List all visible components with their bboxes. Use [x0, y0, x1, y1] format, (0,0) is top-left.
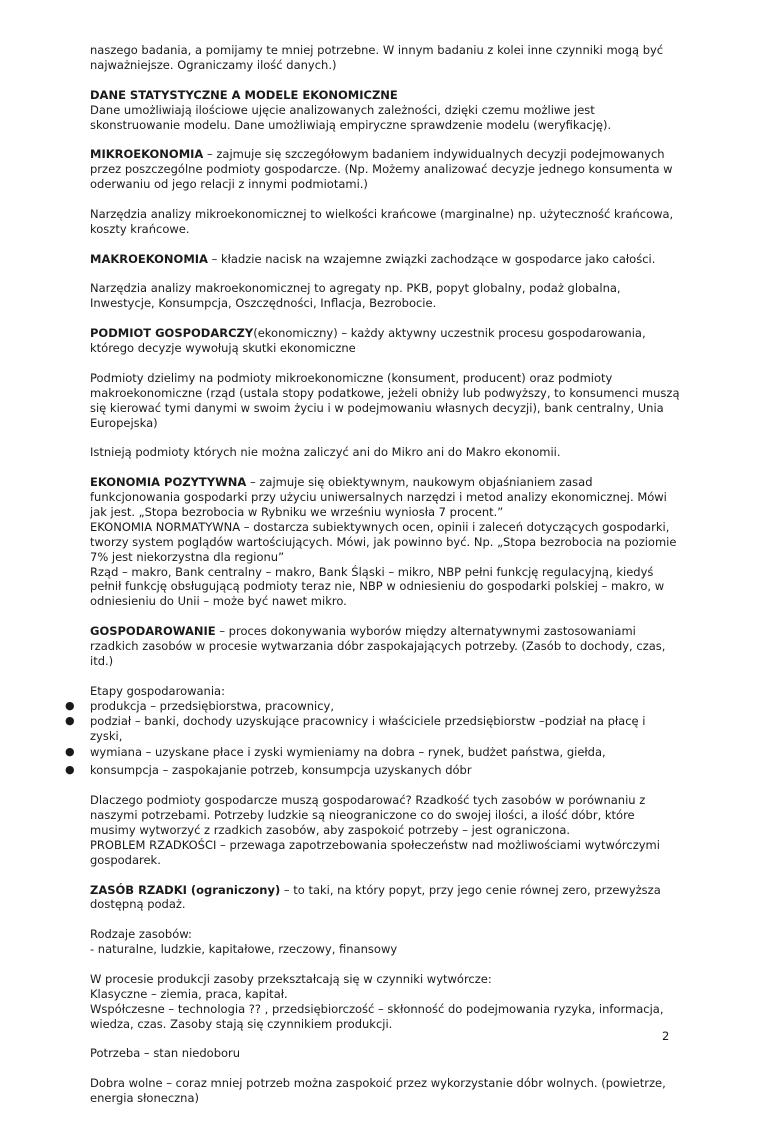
- paragraph: Istnieją podmioty których nie można zaliczyć ani do Mikro ani do Makro ekonomii.: [90, 445, 561, 460]
- paragraph: Rząd – makro, Bank centralny – makro, Bank Śląski – mikro, NBP pełni funkcję regulacyjną, kiedyś pełnił funkcję obsługującą podmioty teraz nie, NBP w odniesieniu do gospodarki polskiej – makro, w odniesieniu do Unii – może być nawet mikro.: [90, 564, 665, 609]
- definition-ekonomia-normatywna: EKONOMIA NORMATYWNA – dostarcza subiektywnych ocen, opinii i zaleceń dotyczących gospodarki, tworzy system poglądów wartościujących. Mówi, jak powinno być. Np. „Stopa bezrobocia na poziomie 7% jest niekorzystna dla regionu”: [90, 519, 677, 564]
- section-czynniki-wytworcze: [90, 972, 680, 1032]
- definition-podmiot-gospodarczy: [90, 326, 680, 356]
- paragraph: Narzędzia analizy makroekonomicznej to agregaty np. PKB, popyt globalny, podaż globalna, Inwestycje, Konsumpcja, Oszczędności, Inflacja, Bezrobocie.: [90, 281, 621, 311]
- section-rodzaje-zasobow: [90, 927, 680, 957]
- paragraph: - naturalne, ludzkie, kapitałowe, rzeczowy, finansowy: [90, 942, 398, 957]
- definition-text: – kładzie nacisk na wzajemne związki zachodzące w gospodarce jako całości.: [207, 251, 656, 266]
- definition-text: – to taki, na który popyt, przy jego cenie równej zero, przewyższa dostępną podaż.: [90, 882, 661, 912]
- paragraph-intro-continued: naszego badania, a pomijamy te mniej potrzebne. W innym badaniu z kolei inne czynniki mogą być najważniejsze. Ograniczamy ilość danych.): [90, 43, 664, 72]
- definition-zasob-rzadki: [90, 883, 680, 913]
- definition-text: – zajmuje się obiektywnym, naukowym objaśnianiem zasad funkcjonowania gospodarki przy użyciu uniwersalnych narzędzi i metod analizy ekonomicznej. Mówi jak jest. „Stopa bezrobocia w Rybniku we wrześniu wyniosła 7 procent.”: [90, 475, 667, 519]
- list-item: ● podział – banki, dochody uzyskujące pracownicy i właściciele przedsiębiorstw –podział na płacę i zyski,: [65, 713, 646, 743]
- term: EKONOMIA POZYTYWNA: [90, 475, 247, 490]
- paragraph-potrzeba: Potrzeba – stan niedoboru: [90, 1046, 241, 1061]
- bullet-icon: ●: [65, 763, 75, 777]
- term: PODMIOT GOSPODARCZY: [90, 326, 254, 341]
- term: GOSPODAROWANIE: [90, 624, 216, 639]
- paragraph: Podmioty dzielimy na podmioty mikroekonomiczne (konsument, producent) oraz podmioty makroekonomiczne (rząd (ustala stopy podatkowe, jeżeli obniży lub podwyższy, to konsumenci muszą się kierować tymi danymi w swoim życiu i w podejmowaniu własnych decyzji), bank centralny, Unia Europejska): [90, 370, 680, 430]
- section-dane-statystyczne: [90, 88, 680, 133]
- section-dlaczego: [90, 793, 680, 868]
- list-item: ● konsumpcja – zaspokajanie potrzeb, konsumpcja uzyskanych dóbr: [65, 763, 472, 778]
- list-item: ● produkcja – przedsiębiorstwa, pracownicy,: [65, 698, 335, 713]
- definition-text: (ekonomiczny) – każdy aktywny uczestnik procesu gospodarowania, którego decyzje wywołują skutki ekonomiczne: [90, 326, 646, 356]
- definition-makroekonomia: [90, 252, 680, 267]
- definition-gospodarowanie: [90, 624, 680, 669]
- term: ZASÓB RZADKI (ograniczony): [90, 882, 281, 897]
- term: MIKROEKONOMIA: [90, 147, 204, 162]
- section-heading: DANE STATYSTYCZNE A MODELE EKONOMICZNE: [90, 87, 398, 102]
- paragraph: Dane umożliwiają ilościowe ujęcie analizowanych zależności, dzięki czemu możliwe jest skonstruowanie modelu. Dane umożliwiają empiryczne sprawdzenie modelu (weryfikację).: [90, 102, 612, 132]
- paragraph: Dlaczego podmioty gospodarcze muszą gospodarować? Rzadkość tych zasobów w porównaniu z naszymi potrzebami. Potrzeby ludzkie są nieograniczone co do swojej ilości, a ilość dóbr, które musimy wytworzyć z rzadkich zasobów, aby zaspokoić potrzeby – jest ograniczona.: [90, 793, 646, 837]
- list-label: Etapy gospodarowania:: [90, 683, 225, 698]
- paragraph: Narzędzia analizy mikroekonomicznej to wielkości krańcowe (marginalne) np. użyteczność krańcowa, koszty krańcowe.: [90, 206, 674, 236]
- paragraph-dobra-wolne: Dobra wolne – coraz mniej potrzeb można zaspokoić przez wykorzystanie dóbr wolnych. (powietrze, energia słoneczna): [90, 1076, 666, 1106]
- definition-mikroekonomia: [90, 147, 680, 192]
- paragraph: W procesie produkcji zasoby przekształcają się w czynniki wytwórcze:: [90, 971, 492, 986]
- bullet-icon: ●: [65, 698, 75, 712]
- list-item: ● wymiana – uzyskane płace i zyski wymieniamy na dobra – rynek, budżet państwa, giełda,: [65, 745, 606, 760]
- section-ekonomia: [90, 475, 680, 609]
- definition-text: – zajmuje się szczegółowym badaniem indywidualnych decyzji podejmowanych przez poszczególne podmioty gospodarcze. (Np. Możemy analizować decyzje jednego konsumenta w oderwaniu od jego relacji z innymi podmiotami.): [90, 147, 673, 192]
- bullet-icon: ●: [65, 713, 75, 727]
- paragraph: Współczesne – technologia ?? , przedsiębiorczość – skłonność do podejmowania ryzyka, informacja, wiedza, czas. Zasoby stają się czynnikiem produkcji.: [90, 1001, 664, 1031]
- paragraph: Klasyczne – ziemia, praca, kapitał.: [90, 986, 288, 1001]
- etapy-list: [65, 698, 680, 779]
- term: MAKROEKONOMIA: [90, 251, 208, 266]
- page-number: 2: [662, 1029, 670, 1043]
- list-label: Rodzaje zasobów:: [90, 927, 192, 942]
- definition-text: – proces dokonywania wyborów między alternatywnymi zastosowaniami rzadkich zasobów w procesie wytwarzania dóbr zaspokajających potrzeby. (Zasób to dochody, czas, itd.): [90, 624, 666, 668]
- bullet-icon: ●: [65, 745, 75, 759]
- definition-ekonomia-pozytywna: [90, 475, 680, 520]
- document-page: [65, 43, 680, 1121]
- definition-problem-rzadkosci: PROBLEM RZADKOŚCI – przewaga zapotrzebowania społeczeństw nad możliwościami wytwórczymi gospodarek.: [90, 837, 660, 867]
